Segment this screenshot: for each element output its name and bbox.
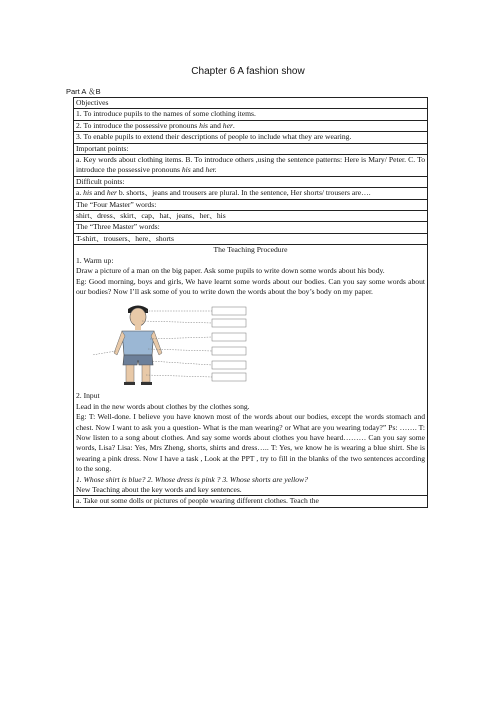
important-points xyxy=(74,155,428,177)
pronoun-his: his xyxy=(199,120,209,130)
man-figure-image xyxy=(82,303,282,387)
objective-2-and: and xyxy=(208,120,223,130)
warmup-title: 1. Warm up: xyxy=(76,255,114,265)
four-master-heading: The “Four Master” words: xyxy=(74,199,428,210)
page-title: Chapter 6 A fashion show xyxy=(191,66,305,77)
difficult-a: a. xyxy=(76,188,84,198)
objectives-heading: Objectives xyxy=(74,98,428,109)
important-points-heading: Important points: xyxy=(74,143,428,154)
questions-line: 1. Whose shirt is blue? 2. Whose dress is pink ? 3. Whose shorts are yellow? xyxy=(76,474,308,484)
procedure-heading: The Teaching Procedure xyxy=(213,245,288,255)
three-master-words: T-shirt、trousers、here、shorts xyxy=(74,233,428,244)
input-title: 2. Input xyxy=(76,391,100,401)
input-paragraph-1: Lead in the new words about clothes by the clothes song. xyxy=(76,401,250,411)
part-label: Part A ＆B xyxy=(66,87,101,96)
objective-3: 3. To enable pupils to extend their descriptions of people to include what they are wearing. xyxy=(74,132,428,143)
input-paragraph-2: Eg: T: Well-done. I believe you have known most of the words about our bodies, except the words stomach and chest. Now I want to ask you a question- What is the man wearing? or What are you wearing today?” Ps: ……. T: Now listen to a song about clothes. And say some words about clothes you have heard……… Can you say some words, Lisa? Lisa: Yes, Mrs Zheng, shorts, shirts and dress….. T: Yes, we know he is wearing a blue shirt. She is wearing a pink dress. Now I have a task , Look at the PPT , try to fill in the blanks of the two sentences according to the song. xyxy=(76,412,425,474)
four-master-words: shirt、dress、skirt、cap、hat、jeans、her、his xyxy=(74,211,428,222)
objective-2-end: . xyxy=(232,120,235,130)
difficult-points xyxy=(74,188,428,199)
objective-2 xyxy=(74,120,428,131)
pronoun-her: her xyxy=(222,120,233,130)
warmup-paragraph-2: Eg: Good morning, boys and girls, We have learnt some words about our bodies. Can you say some words about our bodies? Now I’ll ask some of you to write down the words about the boy’s body on my paper. xyxy=(76,276,425,296)
important-her: her. xyxy=(205,165,217,175)
teaching-procedure xyxy=(74,245,428,496)
objective-2-text: 2. To introduce the possessive pronouns xyxy=(76,120,200,130)
three-master-heading: The “Three Master” words: xyxy=(74,222,428,233)
objective-1: 1. To introduce pupils to the names of some clothing items. xyxy=(74,109,428,120)
warmup-paragraph-1: Draw a picture of a man on the big paper. Ask some pupils to write down some words about his body. xyxy=(76,266,385,276)
important-points-text: a. Key words about clothing items. B. To introduce others ,using the sentence patterns: Here is Mary/ Peter. C. To introduce the possessive pronouns xyxy=(76,155,425,175)
difficult-rest: b. shorts、jeans and trousers are plural. In the sentence, Her shorts/ trousers are…. xyxy=(116,188,371,198)
difficult-his: his xyxy=(83,188,93,198)
difficult-and: and xyxy=(92,188,107,198)
new-teaching-line: New Teaching about the key words and key sentences. xyxy=(76,484,242,494)
difficult-points-heading: Difficult points: xyxy=(74,176,428,187)
difficult-her: her xyxy=(106,188,117,198)
lesson-plan-table xyxy=(73,97,428,508)
important-his: his xyxy=(181,165,191,175)
body-diagram xyxy=(76,303,425,387)
important-and: and xyxy=(190,165,206,175)
teaching-step-a: a. Take out some dolls or pictures of people wearing different clothes. Teach the xyxy=(74,496,428,507)
